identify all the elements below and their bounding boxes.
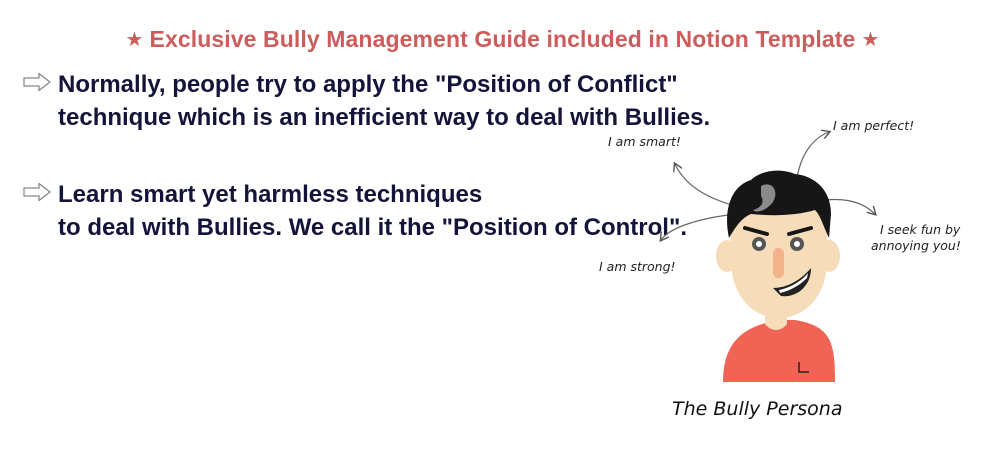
point-text-line: Normally, people try to apply the "Position of Conflict" — [58, 71, 678, 98]
banner-text: Exclusive Bully Management Guide included in Notion Template — [149, 26, 856, 52]
banner-heading — [0, 26, 1005, 53]
thought-fun-line1: I seek fun by — [880, 222, 961, 237]
star-icon: ★ — [861, 29, 880, 51]
point-text-line: to deal with Bullies. We call it the "Position of Control". — [58, 214, 688, 241]
point-text-line: Learn smart yet harmless techniques — [58, 181, 483, 208]
thought-strong: I am strong! — [599, 259, 676, 274]
right-arrow-icon — [22, 72, 52, 92]
right-arrow-icon — [22, 182, 52, 202]
thought-fun-line2: annoying you! — [871, 238, 961, 253]
persona-caption: The Bully Persona — [672, 398, 843, 420]
star-icon: ★ — [125, 29, 144, 51]
thought-smart: I am smart! — [608, 134, 681, 149]
point-text-line: technique which is an inefficient way to deal with Bullies. — [58, 104, 711, 131]
nose — [773, 248, 784, 278]
thought-perfect: I am perfect! — [833, 118, 915, 133]
